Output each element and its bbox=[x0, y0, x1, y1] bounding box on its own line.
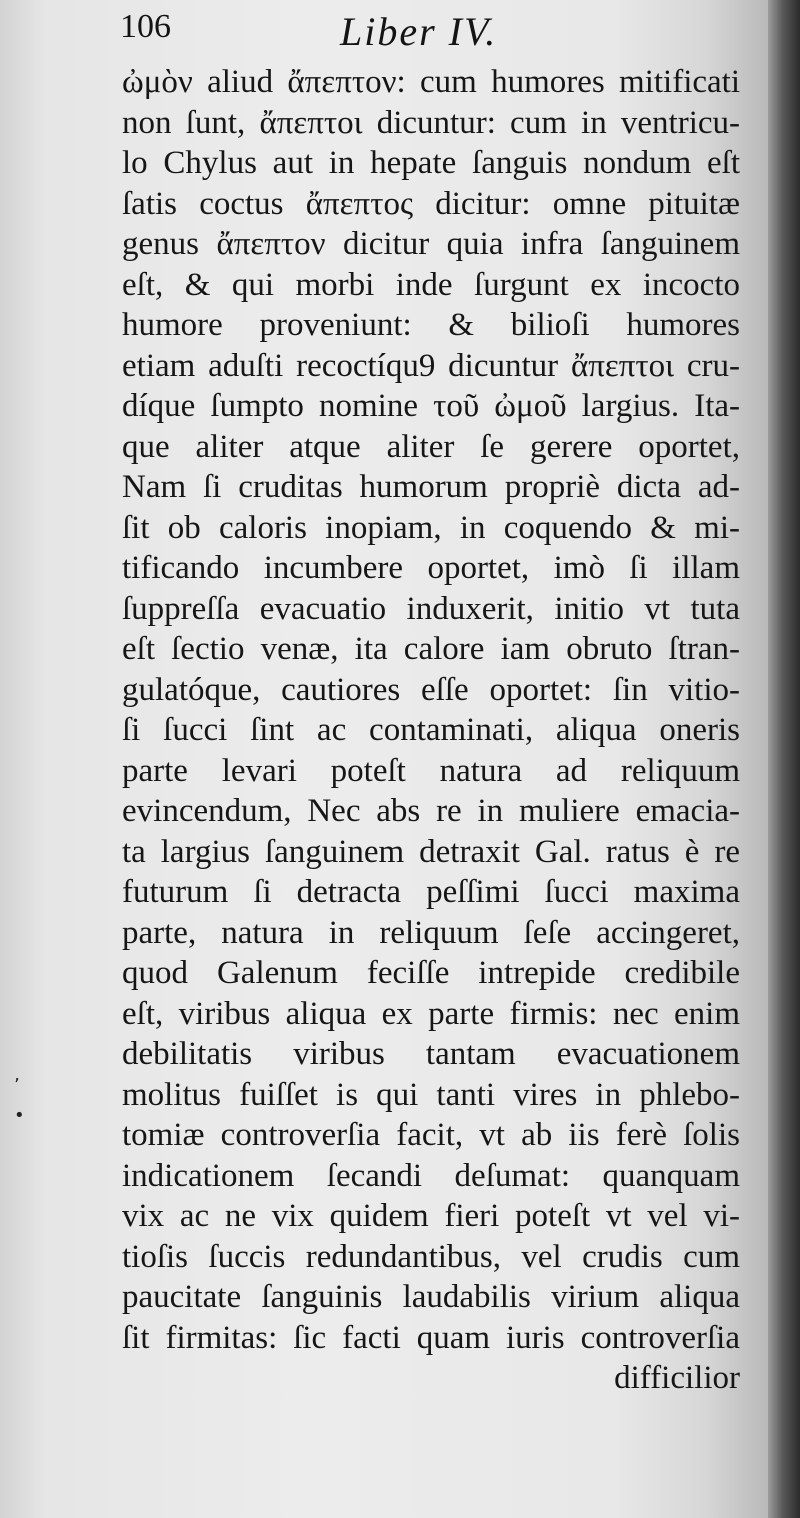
text-line: ſit firmitas: ſic facti quam iuris controverſia bbox=[122, 1319, 740, 1356]
text-line: indicationem ſecandi deſumat: quanquam bbox=[122, 1157, 740, 1194]
running-head: Liber IV. bbox=[340, 9, 498, 54]
text-line: gulatóque, cautiores eſſe oportet: ſin vitio- bbox=[122, 671, 740, 708]
text-line: evincendum, Nec abs re in muliere emacia- bbox=[122, 793, 740, 829]
margin-mark-icon: • bbox=[14, 1105, 25, 1126]
text-line: que aliter atque aliter ſe gerere oportet, bbox=[122, 428, 740, 465]
text-line: futurum ſi detracta peſſimi ſucci maxima bbox=[122, 874, 740, 910]
text-line: paucitate ſanguinis laudabilis virium aliqua bbox=[122, 1279, 740, 1315]
page-header bbox=[120, 8, 740, 60]
text-line: ὠμὸν aliud ἄπεπτον: cum humores mitificati bbox=[122, 64, 740, 100]
text-line: quod Galenum feciſſe intrepide credibile bbox=[122, 955, 740, 991]
text-line: ſit ob caloris inopiam, in coquendo & mi- bbox=[122, 509, 740, 546]
text-line: tioſis ſuccis redundantibus, vel crudis cum bbox=[122, 1238, 740, 1275]
margin-mark-icon: ’ bbox=[14, 1075, 20, 1096]
text-line: non ſunt, ἄπεπτοι dicuntur: cum in ventricu- bbox=[122, 104, 740, 141]
text-line: eſt, & qui morbi inde ſurgunt ex incocto bbox=[122, 266, 740, 303]
text-line: ſi ſucci ſint ac contaminati, aliqua oneris bbox=[122, 712, 740, 748]
text-line: ſuppreſſa evacuatio induxerit, initio vt tuta bbox=[122, 590, 740, 627]
text-line: debilitatis viribus tantam evacuationem bbox=[122, 1036, 740, 1072]
text-line: etiam aduſti recoctíqu9 dicuntur ἄπεπτοι cru- bbox=[122, 347, 740, 384]
text-line: lo Chylus aut in hepate ſanguis nondum eſt bbox=[122, 145, 740, 181]
text-line: parte levari poteſt natura ad reliquum bbox=[122, 752, 740, 789]
text-line: eſt, viribus aliqua ex parte firmis: nec enim bbox=[122, 995, 740, 1032]
page-edge bbox=[768, 0, 800, 1518]
text-line: humore proveniunt: & bilioſi humores bbox=[122, 307, 740, 343]
text-line: genus ἄπεπτον dicitur quia infra ſanguinem bbox=[122, 226, 740, 262]
text-line: molitus fuiſſet is qui tanti vires in phlebo- bbox=[122, 1076, 740, 1113]
body-text bbox=[122, 62, 740, 1399]
text-line: díque ſumpto nomine τοῦ ὠμοῦ largius. Ita- bbox=[122, 388, 740, 424]
catchword: difficilior bbox=[614, 1360, 740, 1396]
text-line: parte, natura in reliquum ſeſe accingeret, bbox=[122, 914, 740, 951]
text-line: ſatis coctus ἄπεπτος dicitur: omne pituitæ bbox=[122, 185, 740, 222]
text-line: eſt ſectio venæ, ita calore iam obruto ſtran- bbox=[122, 631, 740, 667]
page-number: 106 bbox=[120, 8, 171, 45]
text-line: ta largius ſanguinem detraxit Gal. ratus è re bbox=[122, 833, 740, 870]
text-line: Nam ſi cruditas humorum propriè dicta ad- bbox=[122, 469, 740, 505]
text-line: tomiæ controverſia facit, vt ab iis ferè ſolis bbox=[122, 1117, 740, 1153]
text-line: tificando incumbere oportet, imò ſi illam bbox=[122, 550, 740, 586]
text-line: vix ac ne vix quidem fieri poteſt vt vel vi- bbox=[122, 1198, 740, 1234]
